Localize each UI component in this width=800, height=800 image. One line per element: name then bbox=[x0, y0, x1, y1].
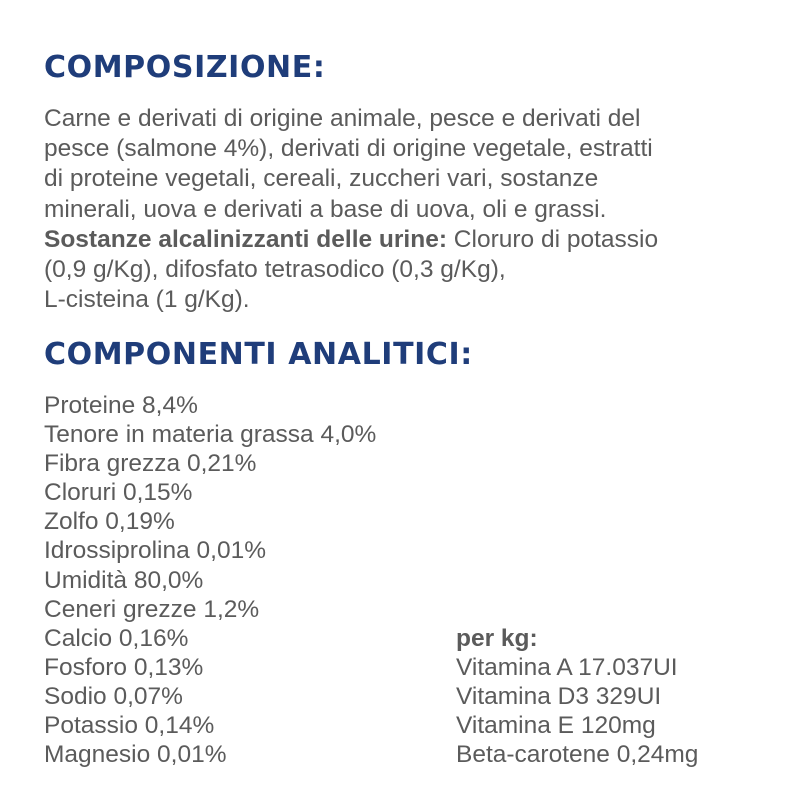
analytic-item: Idrossiprolina 0,01% bbox=[44, 537, 266, 565]
analytic-item: Fosforo 0,13% bbox=[44, 653, 204, 681]
analytics-heading: COMPONENTI ANALITICI: bbox=[44, 337, 473, 372]
analytic-item: Zolfo 0,19% bbox=[44, 508, 175, 536]
analytic-item: Umidità 80,0% bbox=[44, 566, 204, 594]
analytic-components-list bbox=[44, 391, 376, 769]
composition-line: minerali, uova e derivati a base di uova, oli e grassi. bbox=[44, 195, 607, 223]
analytic-item: Magnesio 0,01% bbox=[44, 741, 227, 769]
urine-alkalizing-label: Sostanze alcalinizzanti delle urine: bbox=[44, 225, 447, 253]
analytic-item: Fibra grezza 0,21% bbox=[44, 450, 257, 478]
vitamin-item: Beta-carotene 0,24mg bbox=[456, 741, 699, 769]
vitamin-item: Vitamina E 120mg bbox=[456, 712, 656, 740]
per-kg-title: per kg: bbox=[456, 625, 538, 652]
analytic-item: Potassio 0,14% bbox=[44, 712, 215, 740]
composition-line: Carne e derivati di origine animale, pesce e derivati del bbox=[44, 105, 641, 132]
analytic-item: Calcio 0,16% bbox=[44, 624, 189, 652]
urine-alkalizing-line bbox=[44, 225, 784, 255]
vitamin-item: Vitamina D3 329UI bbox=[456, 683, 662, 711]
analytic-item: Tenore in materia grassa 4,0% bbox=[44, 421, 377, 449]
vitamin-item: Vitamina A 17.037UI bbox=[456, 654, 678, 682]
composition-heading: COMPOSIZIONE: bbox=[44, 50, 326, 85]
analytic-item: Sodio 0,07% bbox=[44, 682, 183, 710]
urine-alkalizing-text: Cloruro di potassio bbox=[447, 225, 659, 253]
analytic-item: Ceneri grezze 1,2% bbox=[44, 595, 260, 623]
analytic-item: Proteine 8,4% bbox=[44, 392, 198, 419]
composition-line: di proteine vegetali, cereali, zuccheri vari, sostanze bbox=[44, 165, 599, 193]
per-kg-list bbox=[456, 624, 698, 769]
composition-line: pesce (salmone 4%), derivati di origine vegetale, estratti bbox=[44, 135, 653, 163]
composition-line: L-cisteina (1 g/Kg). bbox=[44, 286, 250, 314]
composition-text bbox=[44, 104, 784, 315]
composition-line: (0,9 g/Kg), difosfato tetrasodico (0,3 g/Kg), bbox=[44, 256, 506, 284]
analytic-item: Cloruri 0,15% bbox=[44, 479, 193, 507]
